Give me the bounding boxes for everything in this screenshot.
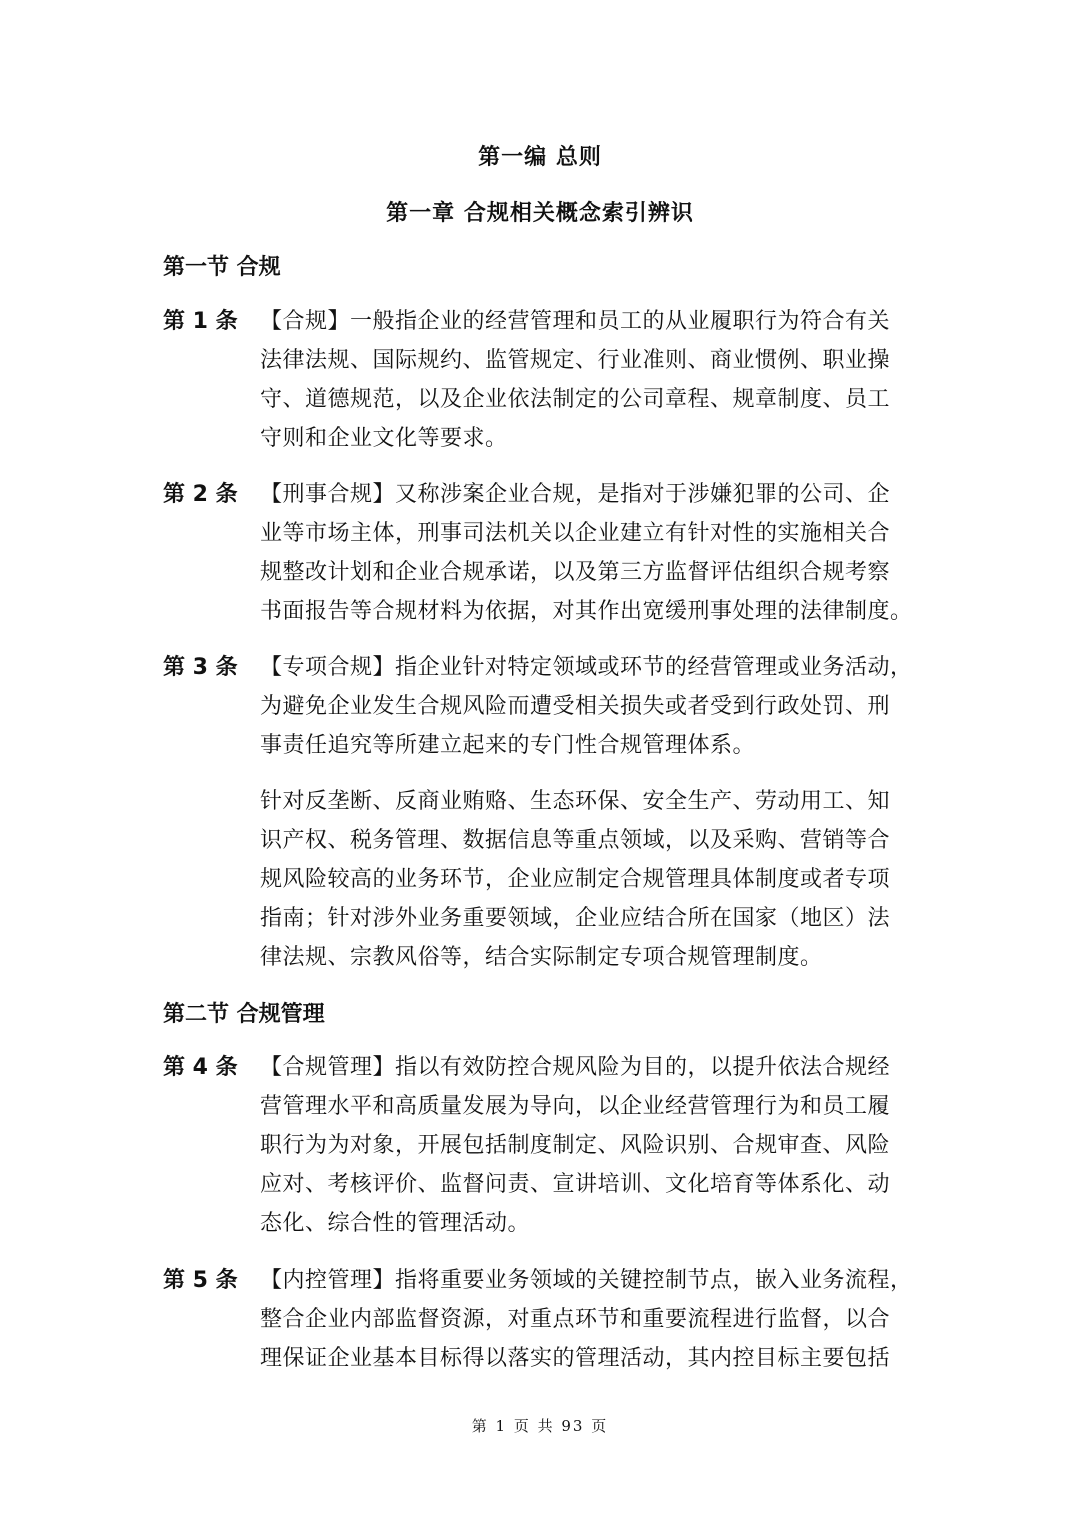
article-line: 律法规、宗教风俗等，结合实际制定专项合规管理制度。 bbox=[260, 945, 823, 970]
article-label: 第 3 条 bbox=[163, 655, 238, 680]
article-line: 书面报告等合规材料为依据，对其作出宽缓刑事处理的法律制度。 bbox=[260, 599, 913, 624]
article-line: 守则和企业文化等要求。 bbox=[260, 426, 508, 451]
article-line: 【内控管理】指将重要业务领域的关键控制节点，嵌入业务流程， bbox=[260, 1268, 913, 1293]
article-line: 识产权、税务管理、数据信息等重点领域，以及采购、营销等合 bbox=[260, 828, 891, 853]
article-line: 为避免企业发生合规风险而遭受相关损失或者受到行政处罚、刑 bbox=[260, 694, 891, 719]
article-line: 应对、考核评价、监督问责、宣讲培训、文化培育等体系化、动 bbox=[260, 1172, 891, 1197]
article-label: 第 2 条 bbox=[163, 482, 238, 507]
article-label: 第 1 条 bbox=[163, 309, 238, 334]
article-line: 【刑事合规】又称涉案企业合规，是指对于涉嫌犯罪的公司、企 bbox=[260, 482, 891, 507]
article-line: 针对反垄断、反商业贿赂、生态环保、安全生产、劳动用工、知 bbox=[260, 789, 891, 814]
chapter-title: 第一章 合规相关概念索引辨识 bbox=[386, 201, 694, 226]
article-line: 【合规】一般指企业的经营管理和员工的从业履职行为符合有关 bbox=[260, 309, 891, 334]
part-title: 第一编 总则 bbox=[478, 145, 602, 170]
article-line: 营管理水平和高质量发展为导向，以企业经营管理行为和员工履 bbox=[260, 1094, 891, 1119]
article-line: 态化、综合性的管理活动。 bbox=[260, 1211, 531, 1236]
article-line: 指南；针对涉外业务重要领域，企业应结合所在国家（地区）法 bbox=[260, 906, 891, 931]
article-line: 【专项合规】指企业针对特定领域或环节的经营管理或业务活动， bbox=[260, 655, 913, 680]
article-line: 理保证企业基本目标得以落实的管理活动，其内控目标主要包括 bbox=[260, 1346, 891, 1371]
article-label: 第 5 条 bbox=[163, 1268, 238, 1293]
section-title: 第一节 合规 bbox=[163, 255, 281, 280]
article-label: 第 4 条 bbox=[163, 1055, 238, 1080]
article-line: 规风险较高的业务环节，企业应制定合规管理具体制度或者专项 bbox=[260, 867, 891, 892]
section-title: 第二节 合规管理 bbox=[163, 1002, 325, 1027]
article-line: 业等市场主体，刑事司法机关以企业建立有针对性的实施相关合 bbox=[260, 521, 891, 546]
article-line: 【合规管理】指以有效防控合规风险为目的，以提升依法合规经 bbox=[260, 1055, 891, 1080]
article-line: 法律法规、国际规约、监管规定、行业准则、商业惯例、职业操 bbox=[260, 348, 891, 373]
page-number-footer: 第 1 页 共 93 页 bbox=[471, 1417, 609, 1435]
article-line: 规整改计划和企业合规承诺，以及第三方监督评估组织合规考察 bbox=[260, 560, 891, 585]
article-line: 守、道德规范，以及企业依法制定的公司章程、规章制度、员工 bbox=[260, 387, 891, 412]
article-line: 整合企业内部监督资源，对重点环节和重要流程进行监督，以合 bbox=[260, 1307, 891, 1332]
article-line: 职行为为对象，开展包括制度制定、风险识别、合规审查、风险 bbox=[260, 1133, 891, 1158]
article-line: 事责任追究等所建立起来的专门性合规管理体系。 bbox=[260, 733, 756, 758]
